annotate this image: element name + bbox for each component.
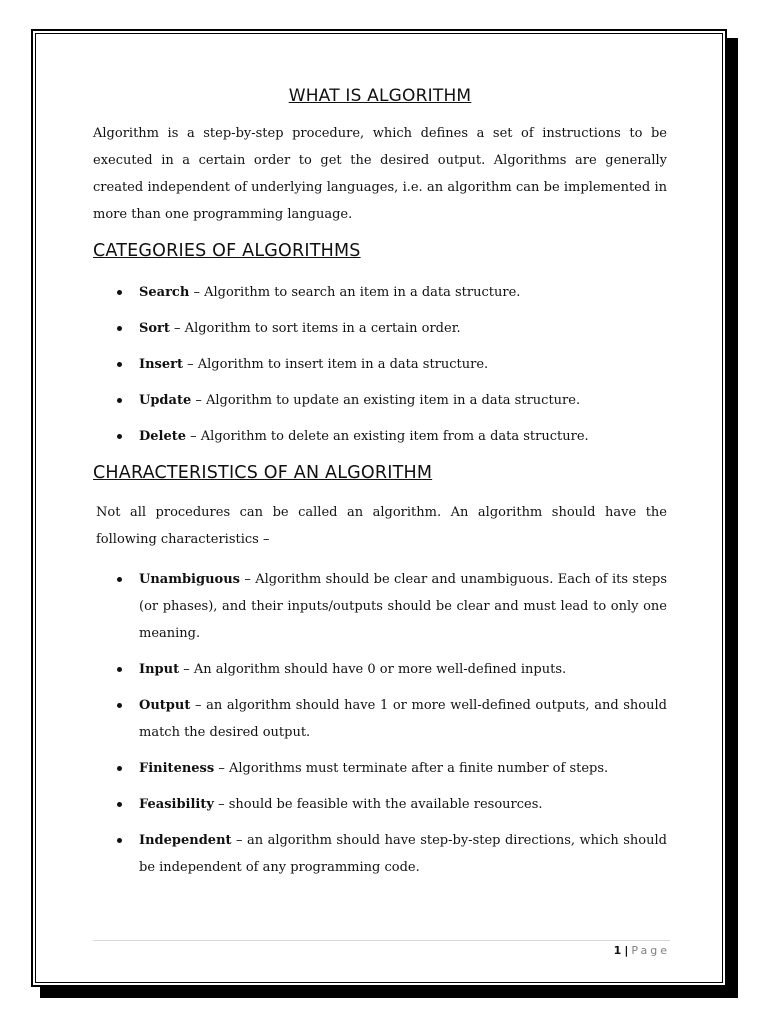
bullet-icon (117, 326, 122, 331)
bullet-icon (117, 577, 122, 582)
item-desc: – Algorithm to search an item in a data structure. (189, 285, 521, 300)
bullet-icon (117, 667, 122, 672)
list-item (93, 315, 667, 342)
item-term: Input (139, 662, 180, 677)
bullet-icon (117, 434, 122, 439)
list-item (93, 279, 667, 306)
list-item (93, 692, 667, 746)
item-term: Output (139, 698, 191, 713)
item-desc: – Algorithm to update an existing item in a data structure. (191, 393, 581, 408)
footer-separator: | (624, 944, 629, 957)
item-term: Feasibility (139, 797, 214, 812)
footer-divider (93, 940, 670, 941)
bullet-icon (117, 362, 122, 367)
item-term: Sort (139, 321, 170, 336)
document-title: WHAT IS ALGORITHM (288, 86, 472, 106)
item-desc: – Algorithms must terminate after a finite number of steps. (214, 761, 609, 776)
categories-heading: CATEGORIES OF ALGORITHMS (93, 241, 361, 261)
item-desc: – Algorithm to delete an existing item from a data structure. (186, 429, 589, 444)
item-term: Unambiguous (139, 572, 240, 587)
list-item (93, 755, 667, 782)
page-content (93, 86, 667, 890)
item-term: Update (139, 393, 192, 408)
list-item (93, 656, 667, 683)
characteristics-heading: CHARACTERISTICS OF AN ALGORITHM (93, 463, 433, 483)
list-item (93, 351, 667, 378)
bullet-icon (117, 703, 122, 708)
list-item (93, 423, 667, 450)
list-item (93, 387, 667, 414)
bullet-icon (117, 838, 122, 843)
page-number: 1 (613, 944, 622, 957)
item-term: Independent (139, 833, 232, 848)
categories-list (93, 279, 667, 450)
item-term: Search (139, 285, 190, 300)
list-item (93, 791, 667, 818)
characteristics-intro: Not all procedures can be called an algorithm. An algorithm should have the following characteristics – (96, 505, 667, 547)
characteristics-list (93, 566, 667, 881)
bullet-icon (117, 766, 122, 771)
page-footer (93, 944, 670, 957)
item-desc: – Algorithm should be clear and unambiguous. Each of its steps (or phases), and their inputs/outputs should be clear and must lead to only one meaning. (139, 572, 667, 641)
bullet-icon (117, 398, 122, 403)
item-term: Delete (139, 429, 187, 444)
item-desc: – Algorithm to sort items in a certain order. (169, 321, 461, 336)
item-desc: – an algorithm should have step-by-step directions, which should be independent of any programming code. (139, 833, 667, 875)
item-desc: – an algorithm should have 1 or more well-defined outputs, and should match the desired output. (139, 698, 667, 740)
item-term: Insert (139, 357, 183, 372)
intro-paragraph: Algorithm is a step-by-step procedure, which defines a set of instructions to be executed in a certain order to get the desired output. Algorithms are generally created independent of underlying languages, i.e. an algorithm can be implemented in more than one programming language. (93, 126, 667, 222)
item-desc: – Algorithm to insert item in a data structure. (182, 357, 489, 372)
bullet-icon (117, 802, 122, 807)
item-term: Finiteness (139, 761, 215, 776)
item-desc: – An algorithm should have 0 or more well-defined inputs. (179, 662, 567, 677)
bullet-icon (117, 290, 122, 295)
list-item (93, 827, 667, 881)
item-desc: – should be feasible with the available resources. (213, 797, 543, 812)
page-label: Page (631, 944, 670, 957)
list-item (93, 566, 667, 647)
